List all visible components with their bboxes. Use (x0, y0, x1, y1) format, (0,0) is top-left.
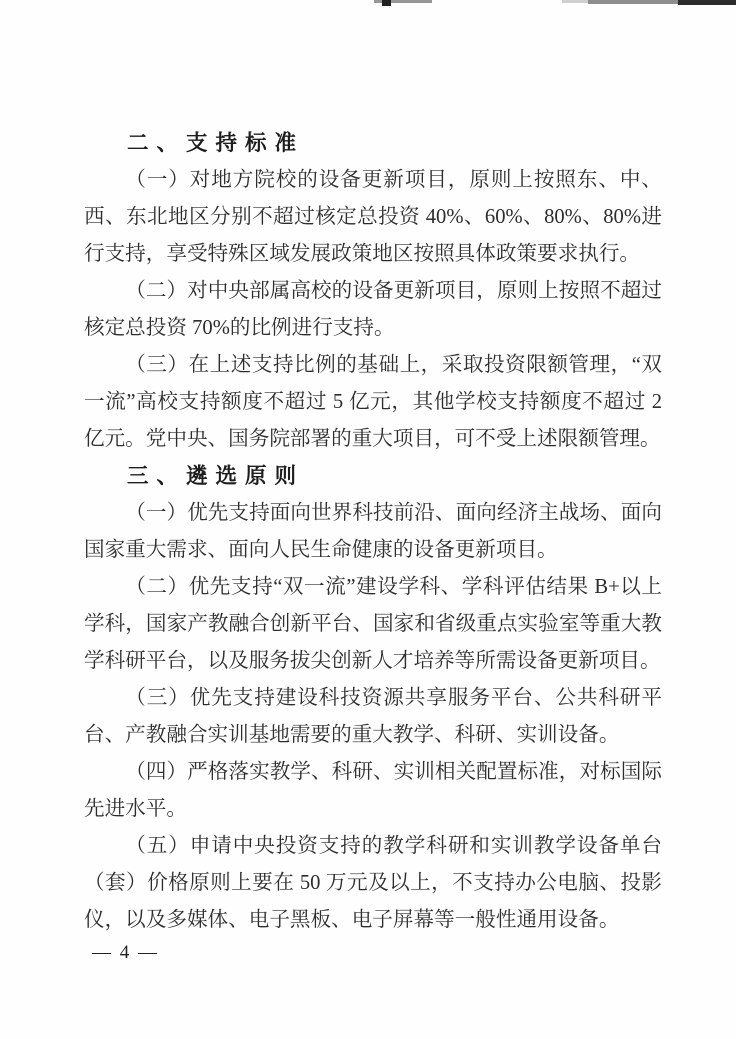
paragraph: （四）严格落实教学、科研、实训相关配置标准，对标国际先进水平。 (84, 761, 662, 820)
document-body (84, 125, 662, 939)
paragraph: （一）优先支持面向世界科技前沿、面向经济主战场、面向国家重大需求、面向人民生命健康的设备更新项目。 (84, 502, 662, 561)
section-heading: 三、遴选原则 (127, 464, 305, 488)
scan-artifact-top-right-light (562, 0, 588, 3)
scan-artifact-top-center-dot (382, 0, 391, 6)
page-number: — 4 — (92, 942, 159, 963)
paragraph: （五）申请中央投资支持的教学科研和实训教学设备单台（套）价格原则上要在 50 万元及以上，不支持办公电脑、投影仪，以及多媒体、电子黑板、电子屏幕等一般性通用设备。 (84, 835, 662, 931)
scan-artifact-top-right-dark (678, 0, 736, 5)
paragraph: （三）优先支持建设科技资源共享服务平台、公共科研平台、产教融合实训基地需要的重大教学、科研、实训设备。 (84, 687, 662, 746)
paragraph: （三）在上述支持比例的基础上，采取投资限额管理，“双一流”高校支持额度不超过 5 亿元，其他学校支持额度不超过 2 亿元。党中央、国务院部署的重大项目，可不受上述限额管理。 (84, 354, 662, 450)
scan-artifact-top-right-line (588, 0, 680, 4)
section-support-standards (84, 125, 662, 458)
paragraph: （一）对地方院校的设备更新项目，原则上按照东、中、西、东北地区分别不超过核定总投资 40%、60%、80%、80%进行支持，享受特殊区域发展政策地区按照具体政策要求执行。 (84, 169, 662, 265)
paragraph: （二）对中央部属高校的设备更新项目，原则上按照不超过核定总投资 70%的比例进行支持。 (84, 280, 662, 339)
section-heading: 二、支持标准 (127, 131, 305, 155)
section-selection-principles (84, 458, 662, 939)
paragraph: （二）优先支持“双一流”建设学科、学科评估结果 B+以上学科，国家产教融合创新平台、国家和省级重点实验室等重大教学科研平台，以及服务拔尖创新人才培养等所需设备更新项目。 (84, 576, 662, 672)
